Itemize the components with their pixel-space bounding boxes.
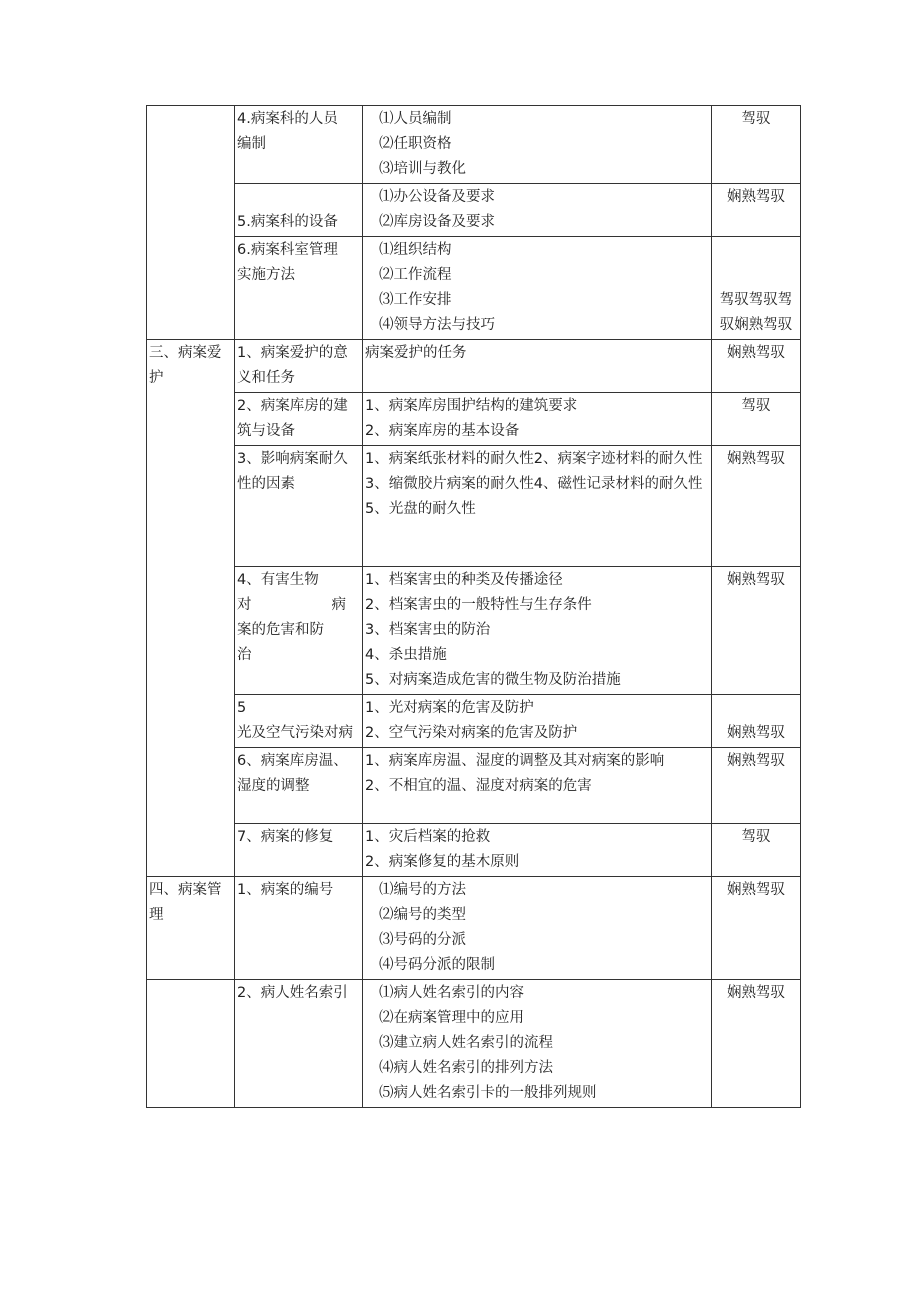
level-cell: 娴熟驾驭 [712, 340, 801, 393]
table-row [147, 106, 801, 184]
syllabus-table [146, 105, 801, 1108]
level-cell: 驾驭 [712, 824, 801, 877]
level-cell: 娴熟驾驭 [712, 184, 801, 237]
content-cell: ⑴编号的方法 ⑵编号的类型 ⑶号码的分派 ⑷号码分派的限制 [363, 877, 712, 980]
content-cell: 1、灾后档案的抢救 2、病案修复的基木原则 [363, 824, 712, 877]
content-cell: 1、档案害虫的种类及传播途径 2、档案害虫的一般特性与生存条件 3、档案害虫的防治 4、杀虫措施 5、对病案造成危害的微生物及防治措施 [363, 567, 712, 695]
table-row [147, 446, 801, 567]
content-cell: 病案爱护的任务 [363, 340, 712, 393]
section-cell: 四、病案管理 [147, 877, 235, 980]
section-cell [147, 980, 235, 1108]
topic-cell: 1、病案的编号 [235, 877, 363, 980]
level-cell: 驾驭 [712, 393, 801, 446]
topic-cell: 2、病案库房的建筑与设备 [235, 393, 363, 446]
content-cell: ⑴办公设备及要求 ⑵库房设备及要求 [363, 184, 712, 237]
table-row [147, 980, 801, 1108]
section-cell [147, 106, 235, 340]
topic-cell: 3、影响病案耐久性的因素 [235, 446, 363, 567]
topic-cell: 1、病案爱护的意义和任务 [235, 340, 363, 393]
level-cell: 娴熟驾驭 [712, 695, 801, 748]
table-row [147, 393, 801, 446]
table-row [147, 748, 801, 824]
topic-cell: 4.病案科的人员 编制 [235, 106, 363, 184]
level-cell: 驾驭 [712, 106, 801, 184]
level-cell: 驾驭驾驭驾 驭娴熟驾驭 [712, 237, 801, 340]
section-cell: 三、病案爱护 [147, 340, 235, 877]
table-row [147, 340, 801, 393]
content-cell: 1、病案库房温、湿度的调整及其对病案的影响 2、不相宜的温、湿度对病案的危害 [363, 748, 712, 824]
topic-cell: 6、病案库房温、湿度的调整 [235, 748, 363, 824]
content-cell: ⑴人员编制 ⑵任职资格 ⑶培训与教化 [363, 106, 712, 184]
table-row [147, 877, 801, 980]
table-row [147, 824, 801, 877]
content-cell: 1、病案库房围护结构的建筑要求 2、病案库房的基本设备 [363, 393, 712, 446]
table-row [147, 184, 801, 237]
level-cell: 娴熟驾驭 [712, 567, 801, 695]
level-cell: 娴熟驾驭 [712, 980, 801, 1108]
level-cell: 娴熟驾驭 [712, 748, 801, 824]
table-row [147, 567, 801, 695]
topic-cell: 2、病人姓名索引 [235, 980, 363, 1108]
content-cell: ⑴组织结构 ⑵工作流程 ⑶工作安排 ⑷领导方法与技巧 [363, 237, 712, 340]
level-cell: 娴熟驾驭 [712, 446, 801, 567]
topic-cell: 7、病案的修复 [235, 824, 363, 877]
table-row [147, 695, 801, 748]
content-cell: ⑴病人姓名索引的内容 ⑵在病案管理中的应用 ⑶建立病人姓名索引的流程 ⑷病人姓名索引的排列方法 ⑸病人姓名索引卡的一般排列规则 [363, 980, 712, 1108]
content-cell: 1、光对病案的危害及防护 2、空气污染对病案的危害及防护 [363, 695, 712, 748]
level-cell: 娴熟驾驭 [712, 877, 801, 980]
content-cell: 1、病案纸张材料的耐久性2、病案字迹材料的耐久性3、缩微胶片病案的耐久性4、磁性记录材料的耐久性5、光盘的耐久性 [363, 446, 712, 567]
table-row [147, 237, 801, 340]
topic-cell: 4、有害生物 对 病 案的危害和防 治 [235, 567, 363, 695]
topic-cell: 6.病案科室管理 实施方法 [235, 237, 363, 340]
topic-cell: 5 光及空气污染对病 [235, 695, 363, 748]
topic-cell: 5.病案科的设备 [235, 184, 363, 237]
